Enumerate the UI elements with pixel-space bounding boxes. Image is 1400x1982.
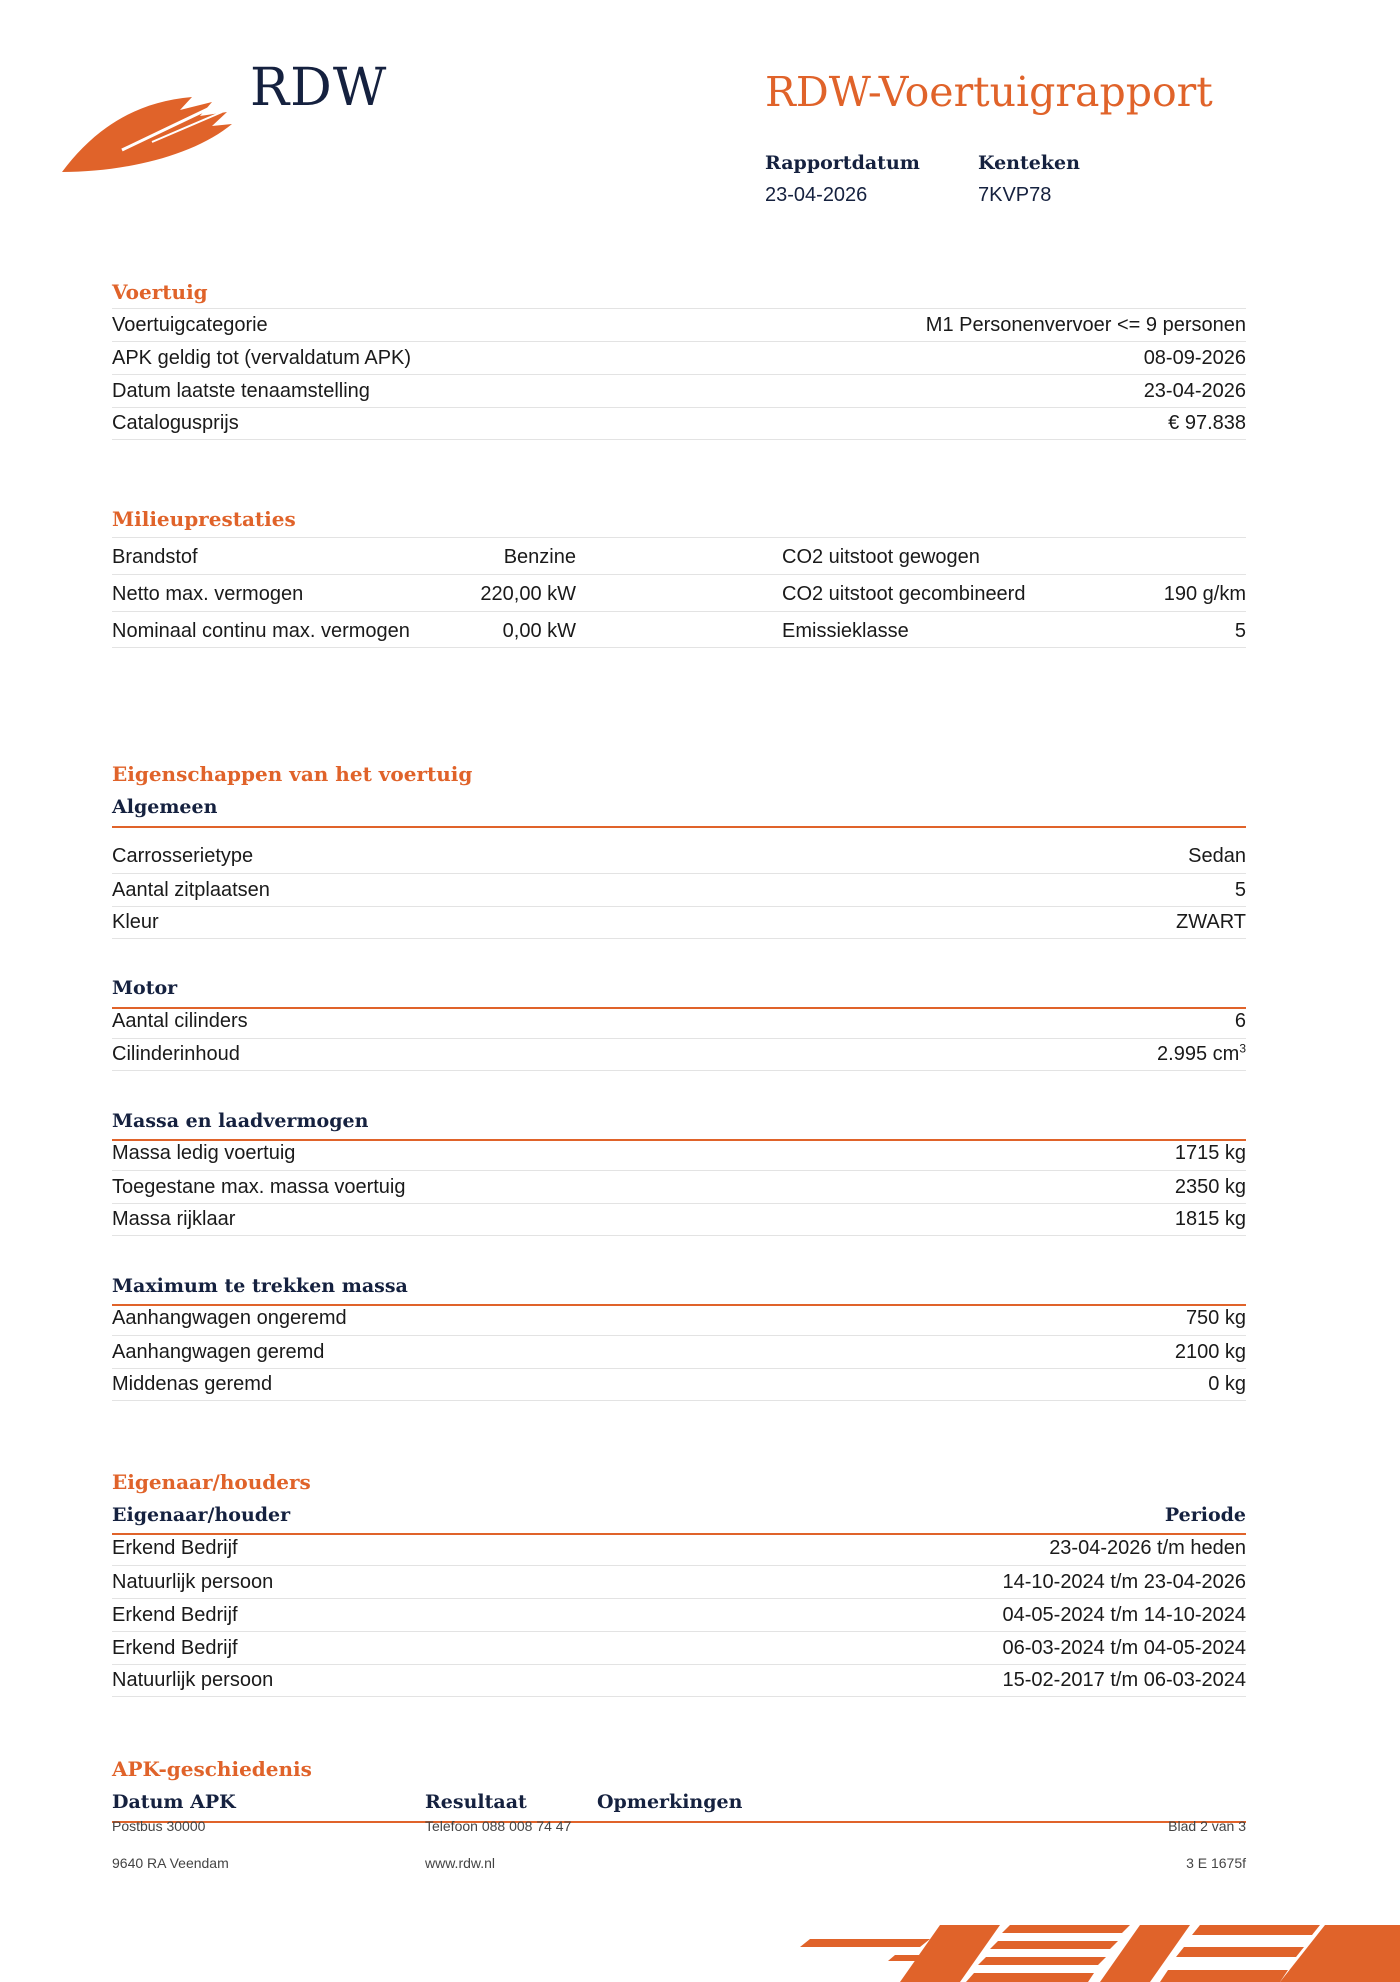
table-row bbox=[112, 537, 1246, 574]
voertuig-table bbox=[112, 308, 1246, 440]
row-value: 2100 kg bbox=[1174, 1340, 1246, 1363]
row-value: 04-05-2024 t/m 14-10-2024 bbox=[1002, 1603, 1246, 1626]
row-value: 23-04-2026 bbox=[1143, 379, 1246, 402]
row-value: 750 kg bbox=[1185, 1307, 1246, 1329]
row-label: Cilinderinhoud bbox=[112, 1043, 240, 1065]
row-label: Natuurlijk persoon bbox=[112, 1570, 274, 1593]
section-title-voertuig: Voertuig bbox=[112, 280, 208, 304]
row-value: 0,00 kW bbox=[502, 620, 576, 642]
table-row bbox=[112, 1664, 1246, 1697]
row-value: 06-03-2024 t/m 04-05-2024 bbox=[1002, 1636, 1246, 1659]
row-label: Natuurlijk persoon bbox=[112, 1669, 274, 1691]
rapportdatum-block bbox=[765, 152, 920, 207]
row-value: 6 bbox=[1234, 1010, 1246, 1032]
row-label: Netto max. vermogen bbox=[112, 583, 304, 605]
row-value: 190 g/km bbox=[1163, 583, 1246, 605]
section-title-milieu: Milieuprestaties bbox=[112, 507, 296, 531]
footer-code: 3 E 1675f bbox=[1186, 1855, 1246, 1871]
row-value: 14-10-2024 t/m 23-04-2026 bbox=[1002, 1570, 1246, 1593]
column-header-datum-apk: Datum APK bbox=[112, 1791, 236, 1813]
table-row bbox=[112, 574, 1246, 611]
row-label: Massa ledig voertuig bbox=[112, 1142, 296, 1164]
table-row bbox=[112, 906, 1246, 939]
table-row bbox=[112, 1170, 1246, 1203]
row-label: CO2 uitstoot gewogen bbox=[782, 546, 980, 568]
subsection-title-massa: Massa en laadvermogen bbox=[112, 1110, 369, 1132]
eigenaar-table bbox=[112, 1532, 1246, 1697]
row-label: Toegestane max. massa voertuig bbox=[112, 1175, 406, 1198]
table-row bbox=[112, 1532, 1246, 1565]
kenteken-block bbox=[978, 152, 1080, 207]
table-row bbox=[112, 873, 1246, 906]
table-row bbox=[112, 341, 1246, 374]
footer-page-number: Blad 2 van 3 bbox=[1168, 1818, 1246, 1834]
row-label: Erkend Bedrijf bbox=[112, 1603, 238, 1626]
table-row bbox=[112, 1137, 1246, 1170]
row-label: Middenas geremd bbox=[112, 1373, 273, 1395]
table-row bbox=[112, 1368, 1246, 1401]
footer-website[interactable]: www.rdw.nl bbox=[425, 1855, 496, 1871]
row-value: M1 Personenvervoer <= 9 personen bbox=[925, 313, 1246, 336]
row-value: 15-02-2017 t/m 06-03-2024 bbox=[1002, 1669, 1246, 1691]
rapportdatum-label: Rapportdatum bbox=[765, 152, 920, 174]
table-row bbox=[112, 1302, 1246, 1335]
divider bbox=[112, 1821, 1246, 1823]
divider bbox=[112, 826, 1246, 828]
eigenaar-header bbox=[112, 1504, 1246, 1526]
row-value: 1815 kg bbox=[1174, 1208, 1246, 1230]
row-value: 1715 kg bbox=[1174, 1142, 1246, 1164]
column-header-resultaat: Resultaat bbox=[425, 1791, 527, 1813]
row-label: APK geldig tot (vervaldatum APK) bbox=[112, 346, 412, 369]
row-label: Voertuigcategorie bbox=[112, 313, 268, 336]
row-value: 220,00 kW bbox=[480, 583, 576, 605]
section-title-apk: APK-geschiedenis bbox=[112, 1757, 312, 1781]
row-value: 5 bbox=[1234, 620, 1246, 642]
table-row bbox=[112, 1335, 1246, 1368]
table-row bbox=[112, 308, 1246, 341]
row-label: Aanhangwagen geremd bbox=[112, 1340, 325, 1363]
section-title-eigenschappen: Eigenschappen van het voertuig bbox=[112, 762, 473, 786]
motor-table bbox=[112, 1005, 1246, 1071]
table-row bbox=[112, 1598, 1246, 1631]
footer-address: 9640 RA Veendam bbox=[112, 1855, 229, 1871]
cilinderinhoud-value: 2.995 cm bbox=[1157, 1043, 1240, 1065]
row-label: Nominaal continu max. vermogen bbox=[112, 620, 410, 642]
row-value bbox=[1157, 1043, 1246, 1066]
rapportdatum-value: 23-04-2026 bbox=[765, 184, 868, 206]
row-label: CO2 uitstoot gecombineerd bbox=[782, 583, 1026, 605]
section-title-eigenaar: Eigenaar/houders bbox=[112, 1470, 311, 1494]
row-label: Kleur bbox=[112, 911, 159, 933]
subsection-title-algemeen: Algemeen bbox=[112, 796, 218, 818]
row-value: € 97.838 bbox=[1168, 412, 1246, 434]
algemeen-table bbox=[112, 840, 1246, 939]
unit-superscript: 3 bbox=[1239, 1041, 1246, 1056]
subsection-title-trekken: Maximum te trekken massa bbox=[112, 1275, 408, 1297]
row-value: 08-09-2026 bbox=[1143, 346, 1246, 369]
table-row bbox=[112, 1565, 1246, 1598]
row-label: Datum laatste tenaamstelling bbox=[112, 379, 370, 402]
subsection-title-motor: Motor bbox=[112, 977, 178, 999]
row-label: Brandstof bbox=[112, 546, 198, 568]
milieu-table bbox=[112, 537, 1246, 648]
column-header-houder: Eigenaar/houder bbox=[112, 1504, 291, 1526]
report-title: RDW-Voertuigrapport bbox=[765, 68, 1213, 116]
row-value: 5 bbox=[1234, 878, 1246, 901]
row-value: Sedan bbox=[1188, 845, 1246, 867]
table-row bbox=[112, 1005, 1246, 1038]
table-row bbox=[112, 374, 1246, 407]
kenteken-label: Kenteken bbox=[978, 152, 1080, 174]
column-header-opmerkingen: Opmerkingen bbox=[597, 1791, 743, 1813]
trekken-table bbox=[112, 1302, 1246, 1401]
kenteken-value: 7KVP78 bbox=[978, 184, 1052, 206]
row-label: Erkend Bedrijf bbox=[112, 1537, 238, 1559]
table-row bbox=[112, 1038, 1246, 1071]
row-value: 2350 kg bbox=[1174, 1175, 1246, 1198]
row-value: Benzine bbox=[503, 546, 576, 568]
table-row bbox=[112, 1203, 1246, 1236]
table-row bbox=[112, 840, 1246, 873]
decorative-stripes bbox=[800, 1925, 1400, 1982]
row-label: Massa rijklaar bbox=[112, 1208, 236, 1230]
table-row bbox=[112, 407, 1246, 440]
column-header-periode: Periode bbox=[1164, 1504, 1246, 1526]
footer-postbus: Postbus 30000 bbox=[112, 1818, 206, 1834]
row-label: Erkend Bedrijf bbox=[112, 1636, 238, 1659]
table-row bbox=[112, 1631, 1246, 1664]
row-value: 0 kg bbox=[1208, 1373, 1246, 1395]
row-label: Aanhangwagen ongeremd bbox=[112, 1307, 347, 1329]
row-label: Emissieklasse bbox=[782, 620, 909, 642]
row-label: Aantal cilinders bbox=[112, 1010, 248, 1032]
logo-text: RDW bbox=[250, 58, 388, 118]
row-label: Aantal zitplaatsen bbox=[112, 878, 270, 901]
massa-table bbox=[112, 1137, 1246, 1236]
footer-telefoon: Telefoon 088 008 74 47 bbox=[425, 1818, 572, 1834]
row-value: 23-04-2026 t/m heden bbox=[1049, 1537, 1246, 1559]
row-label: Carrosserietype bbox=[112, 845, 254, 867]
row-label: Catalogusprijs bbox=[112, 412, 239, 434]
row-value: ZWART bbox=[1176, 911, 1246, 933]
table-row bbox=[112, 611, 1246, 648]
